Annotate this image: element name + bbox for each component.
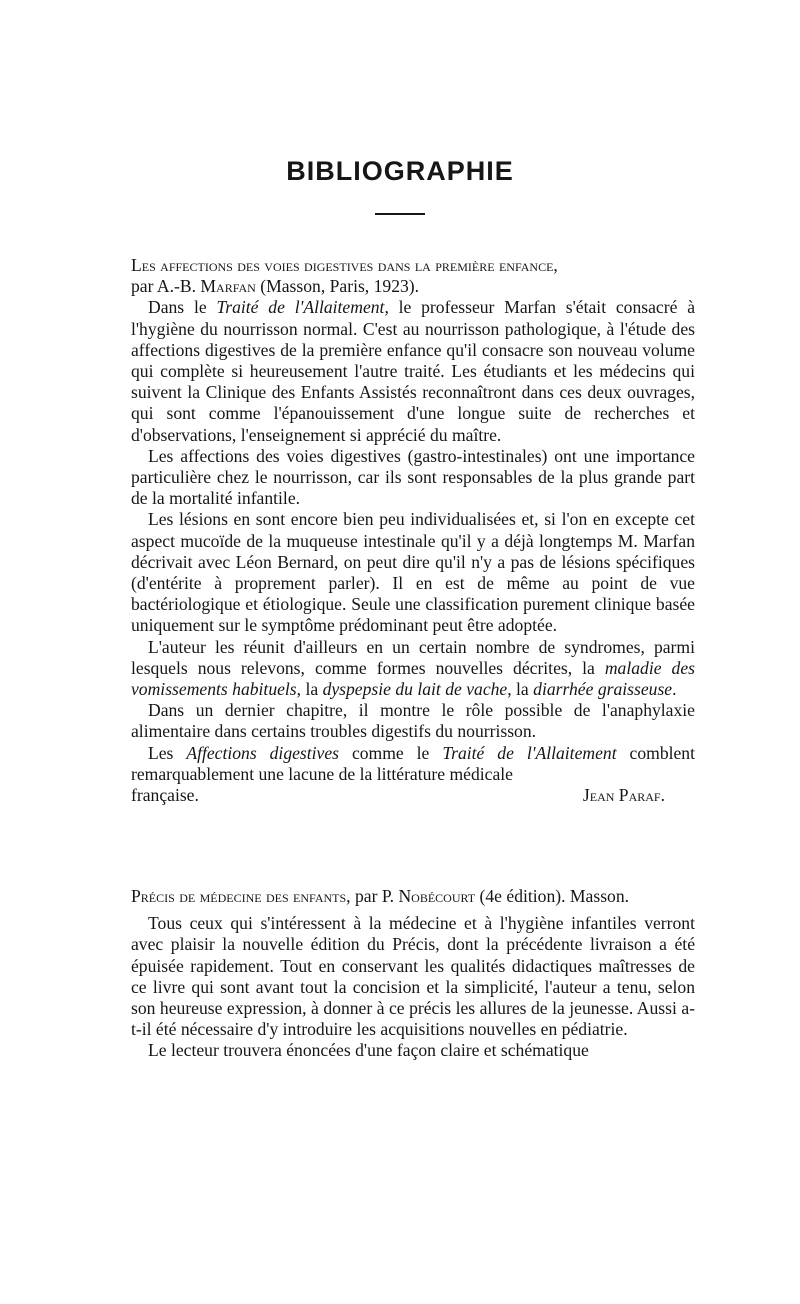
publisher: (Masson, Paris, 1923). [255,276,420,297]
text: . [672,679,677,700]
paragraph: Les lésions en sont encore bien peu individualisées et, si l'on en excepte cet aspect mucoïde de la muqueuse intestinale qu'il y a déjà longtemps M. Marfan décrivait avec Léon Bernard, on peut dire qu'il n'y a pas de lésions spécifiques (d'entérite à proprement parler). Il en est de même au point de vue bactériologique et étiologique. Seule une classification purement clinique basée uniquement sur le symptôme prédominant peut être adoptée. [131,509,695,636]
review-nobecourt [131,886,695,1062]
text: Dans le [148,297,217,318]
author-name: Marfan [200,276,256,297]
author-name: Nobécourt [398,886,476,906]
review-heading [131,886,695,907]
text: , la [296,679,323,700]
paragraph: Dans un dernier chapitre, il montre le rôle possible de l'anaphylaxie alimentaire dans certains troubles digestifs du nourrisson. [131,700,695,742]
book-title: Les affections des voies digestives dans la première enfance, [131,255,558,275]
text: Les [148,742,187,763]
paragraph: Le lecteur trouvera énoncées d'une façon claire et schématique [148,1040,589,1061]
italic-title: Affections digestives [186,742,340,763]
italic-title: Traité de l'Allaitement [442,742,617,763]
edition: (4e édition). Masson. [475,886,630,906]
signature: Jean Paraf. [582,785,665,806]
paragraph [131,297,695,445]
author-prefix: par P. [350,886,399,906]
text: L'auteur les réunit d'ailleurs en un certain nombre de syndromes, parmi lesquels nous relevons, comme formes nouvelles décrites, la [131,636,695,678]
text: , le professeur Marfan s'était consacré à l'hygiène du nourrisson normal. C'est au nourrisson pathologique, à l'étude des affections digestives de la première enfance qu'il consacre son nouveau volume qui complète si heureusement l'autre traité. Les étudiants et les médecins qui suivent la Clinique des Enfants Assistés reconnaîtront dans ces deux ouvrages, qui sont comme l'épanouissement d'une longue suite de recherches et d'observations, l'enseignement si apprécié du maître. [131,297,696,445]
author-prefix: par A.-B. [131,276,201,297]
text: comblent remarquablement une lacune de la littérature médicale [131,742,695,784]
book-title: Précis de médecine des enfants, [131,886,351,906]
review-heading [131,255,695,297]
italic-term: maladie des vomissements habituels [131,657,695,700]
page-title: BIBLIOGRAPHIE [286,156,514,186]
paragraph [131,637,695,701]
paragraph: Les affections des voies digestives (gastro-intestinales) ont une importance particulière chez le nourrisson, car ils sont responsables de la plus grande part de la mortalité infantile. [131,445,695,509]
paragraph [131,743,695,785]
text: comme le [339,742,443,763]
title-divider [375,213,425,215]
italic-term: diarrhée graisseuse [533,679,673,700]
paragraph: Tous ceux qui s'intéressent à la médecine et à l'hygiène infantiles verront avec plaisir la nouvelle édition du Précis, dont la précédente livraison a été épuisée rapidement. Tout en conservant les qualités didactiques maîtresses de ce livre qui sont avant tout la concision et la simplicité, l'auteur a tenu, selon son heureuse expression, à donner à ce précis les allures de la jeunesse. Aussi a-t-il été nécessaire d'y introduire les acquisitions nouvelles en pédiatrie. [131,913,695,1040]
italic-title: Traité de l'Allaitement [216,297,385,318]
italic-term: dyspepsie du lait de vache [322,679,508,700]
signature-line [131,785,695,806]
review-marfan [131,255,695,806]
text: française. [131,785,199,806]
text: , la [507,679,534,700]
